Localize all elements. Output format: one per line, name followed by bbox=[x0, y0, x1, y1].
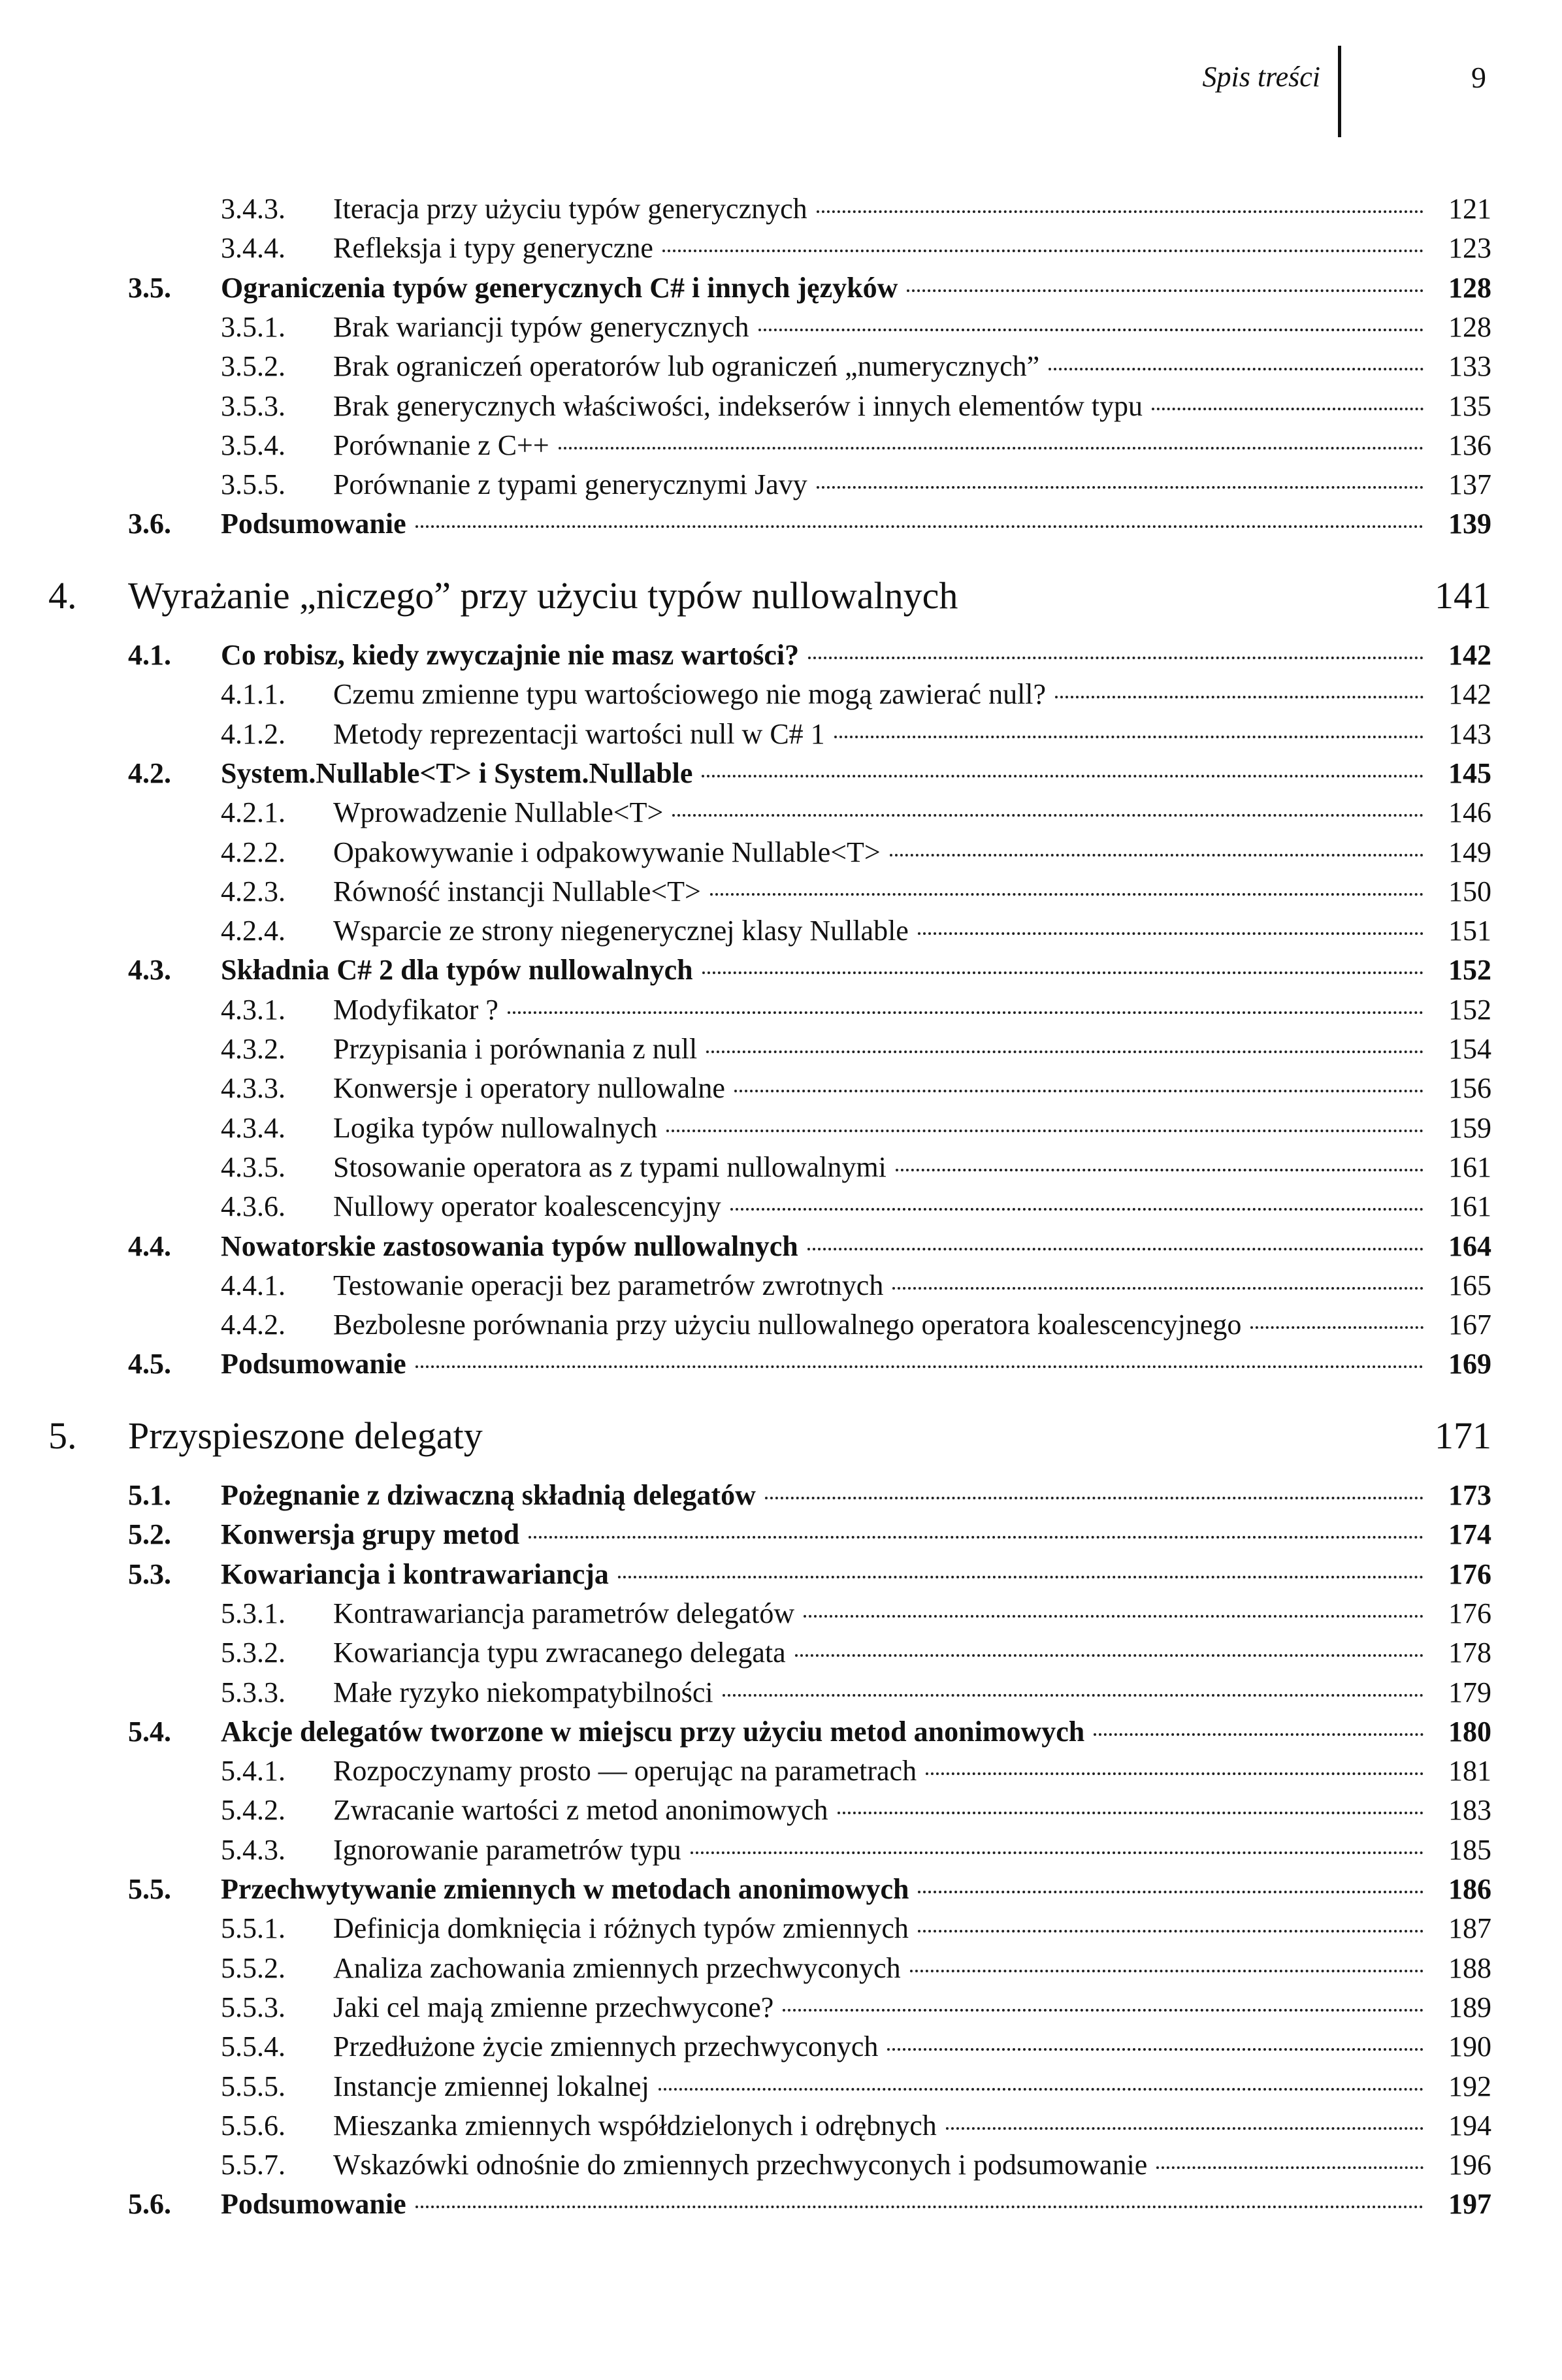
toc-number: 5.1. bbox=[128, 1479, 171, 1511]
toc-page-number: 179 bbox=[1448, 1676, 1491, 1708]
toc-section-entry bbox=[128, 1232, 1491, 1261]
toc-section-entry bbox=[128, 1350, 1491, 1378]
toc-page-number: 137 bbox=[1448, 468, 1491, 501]
toc-title: Rozpoczynamy prosto — operując na parametrach bbox=[333, 1755, 917, 1787]
toc-subsection-entry bbox=[221, 352, 1491, 381]
toc-subsection-entry bbox=[221, 1796, 1491, 1825]
toc-title: Co robisz, kiedy zwyczajnie nie masz wartości? bbox=[221, 639, 800, 671]
toc-page-number: 141 bbox=[1435, 574, 1491, 617]
toc-number: 3.5.1. bbox=[221, 310, 285, 343]
dot-leader bbox=[691, 1851, 1424, 1854]
running-title: Spis treści bbox=[1202, 61, 1320, 93]
toc-subsection-entry bbox=[221, 680, 1491, 709]
toc-number: 4.3.4. bbox=[221, 1111, 285, 1144]
toc-page-number: 165 bbox=[1448, 1269, 1491, 1301]
toc-page-number: 161 bbox=[1448, 1150, 1491, 1183]
toc-subsection-entry bbox=[221, 1833, 1491, 1866]
toc-page-number: 133 bbox=[1448, 350, 1491, 383]
dot-leader bbox=[1094, 1733, 1424, 1736]
toc-section-entry bbox=[128, 956, 1491, 985]
toc-page-number: 185 bbox=[1448, 1833, 1491, 1866]
toc-page-number: 173 bbox=[1448, 1479, 1491, 1511]
toc-subsection-entry bbox=[221, 838, 1491, 867]
toc-section-entry bbox=[128, 641, 1491, 670]
toc-number: 5.5.2. bbox=[221, 1951, 285, 1984]
toc-page-number: 196 bbox=[1448, 2149, 1491, 2181]
toc-title: Modyfikator ? bbox=[333, 993, 498, 1026]
toc-page-number: 197 bbox=[1448, 2188, 1491, 2221]
toc-title: Definicja domknięcia i różnych typów zmiennych bbox=[333, 1912, 909, 1945]
toc-number: 5.4. bbox=[128, 1715, 171, 1748]
toc-page-number: 183 bbox=[1448, 1794, 1491, 1827]
toc-title: Ignorowanie parametrów typu bbox=[333, 1833, 681, 1866]
toc-title: Przechwytywanie zmiennych w metodach anonimowych bbox=[221, 1873, 909, 1905]
toc-title: Iteracja przy użyciu typów generycznych bbox=[333, 193, 807, 225]
toc-number: 3.5. bbox=[128, 271, 171, 304]
toc-subsection-entry bbox=[221, 1035, 1491, 1064]
header-divider bbox=[1338, 46, 1341, 137]
toc-title: Porównanie z typami generycznymi Javy bbox=[333, 468, 807, 501]
toc-page-number: 181 bbox=[1448, 1755, 1491, 1787]
toc-page-number: 128 bbox=[1448, 271, 1491, 304]
toc-title: Konwersja grupy metod bbox=[221, 1518, 520, 1551]
dot-leader bbox=[666, 1130, 1424, 1132]
toc-page-number: 152 bbox=[1448, 993, 1491, 1026]
toc-page-number: 128 bbox=[1448, 310, 1491, 343]
toc-title: Wyrażanie „niczego” przy użyciu typów nullowalnych bbox=[128, 574, 958, 617]
toc-page-number: 164 bbox=[1448, 1230, 1491, 1262]
toc-subsection-entry bbox=[221, 470, 1491, 499]
toc-page-number: 169 bbox=[1448, 1348, 1491, 1380]
toc-section-entry bbox=[128, 1875, 1491, 1904]
toc-page-number: 190 bbox=[1448, 2030, 1491, 2063]
toc-page-number: 142 bbox=[1448, 639, 1491, 671]
toc-number: 5.2. bbox=[128, 1518, 171, 1551]
toc-number: 5.4.1. bbox=[221, 1755, 285, 1787]
toc-page-number: 188 bbox=[1448, 1951, 1491, 1984]
toc-page-number: 142 bbox=[1448, 678, 1491, 711]
toc-number: 4. bbox=[48, 574, 77, 617]
toc-subsection-entry bbox=[221, 1074, 1491, 1103]
toc-title: Pożegnanie z dziwaczną składnią delegatów bbox=[221, 1479, 756, 1511]
dot-leader bbox=[892, 1287, 1424, 1290]
dot-leader bbox=[1156, 2166, 1424, 2169]
toc-page-number: 143 bbox=[1448, 717, 1491, 750]
toc-number: 4.3.6. bbox=[221, 1190, 285, 1223]
toc-number: 5.5.1. bbox=[221, 1912, 285, 1945]
toc-page-number: 146 bbox=[1448, 796, 1491, 829]
toc-subsection-entry bbox=[221, 1757, 1491, 1785]
toc-title: Akcje delegatów tworzone w miejscu przy użyciu metod anonimowych bbox=[221, 1715, 1085, 1748]
dot-leader bbox=[926, 1772, 1424, 1775]
dot-leader bbox=[672, 814, 1424, 817]
toc-number: 5.4.2. bbox=[221, 1794, 285, 1827]
toc-page-number: 150 bbox=[1448, 875, 1491, 907]
dot-leader bbox=[838, 1812, 1424, 1814]
dot-leader bbox=[1049, 368, 1424, 370]
toc-title: Nowatorskie zastosowania typów nullowalnych bbox=[221, 1230, 798, 1262]
page-number: 9 bbox=[1471, 61, 1486, 94]
toc-title: Zwracanie wartości z metod anonimowych bbox=[333, 1794, 828, 1827]
toc-title: Czemu zmienne typu wartościowego nie mogą zawierać null? bbox=[333, 678, 1047, 711]
dot-leader bbox=[706, 1051, 1424, 1053]
dot-leader bbox=[702, 971, 1424, 974]
toc-title: Składnia C# 2 dla typów nullowalnych bbox=[221, 954, 693, 986]
toc-number: 5.5. bbox=[128, 1873, 171, 1905]
toc-subsection-entry bbox=[221, 917, 1491, 945]
toc-subsection-entry bbox=[221, 2032, 1491, 2061]
toc-number: 4.4. bbox=[128, 1230, 171, 1262]
toc-number: 5.3.3. bbox=[221, 1676, 285, 1708]
toc-title: Wsparcie ze strony niegenerycznej klasy Nullable bbox=[333, 915, 909, 947]
toc-subsection-entry bbox=[221, 1111, 1491, 1144]
toc-title: Refleksja i typy generyczne bbox=[333, 232, 653, 265]
toc-title: Podsumowanie bbox=[221, 2188, 406, 2221]
toc-title: Metody reprezentacji wartości null w C# 1 bbox=[333, 717, 825, 750]
toc-section-entry bbox=[128, 510, 1491, 538]
dot-leader bbox=[918, 932, 1424, 935]
toc-page-number: 159 bbox=[1448, 1111, 1491, 1144]
dot-leader bbox=[1250, 1326, 1424, 1329]
toc-number: 4.3.5. bbox=[221, 1150, 285, 1183]
toc-subsection-entry bbox=[221, 2072, 1491, 2101]
dot-leader bbox=[834, 736, 1424, 738]
toc-title: Konwersje i operatory nullowalne bbox=[333, 1072, 725, 1105]
toc-number: 5.5.7. bbox=[221, 2149, 285, 2181]
toc-title: Podsumowanie bbox=[221, 1348, 406, 1380]
toc-page-number: 154 bbox=[1448, 1033, 1491, 1065]
toc-title: Wskazówki odnośnie do zmiennych przechwyconych i podsumowanie bbox=[333, 2149, 1148, 2181]
toc-section-entry bbox=[128, 2190, 1491, 2219]
toc-number: 4.1.2. bbox=[221, 717, 285, 750]
toc-subsection-entry bbox=[221, 389, 1491, 422]
toc-number: 3.4.4. bbox=[221, 232, 285, 265]
toc-number: 4.2.2. bbox=[221, 836, 285, 868]
dot-leader bbox=[910, 1970, 1424, 1972]
toc-section-entry bbox=[128, 759, 1491, 788]
toc-page-number: 192 bbox=[1448, 2070, 1491, 2102]
toc-title: Przedłużone życie zmiennych przechwyconych bbox=[333, 2030, 879, 2063]
toc-number: 5.4.3. bbox=[221, 1833, 285, 1866]
chapter-heading bbox=[0, 574, 1491, 623]
toc-subsection-entry bbox=[221, 1150, 1491, 1183]
toc-title: Mieszanka zmiennych współdzielonych i odrębnych bbox=[333, 2109, 937, 2142]
toc-page-number: 178 bbox=[1448, 1637, 1491, 1669]
toc-number: 4.3.1. bbox=[221, 993, 285, 1026]
toc-number: 4.5. bbox=[128, 1348, 171, 1380]
toc-subsection-entry bbox=[221, 1678, 1491, 1707]
toc-page-number: 152 bbox=[1448, 954, 1491, 986]
toc-number: 4.3. bbox=[128, 954, 171, 986]
toc-page-number: 136 bbox=[1448, 429, 1491, 461]
toc-title: Kowariancja typu zwracanego delegata bbox=[333, 1637, 786, 1669]
toc-page-number: 176 bbox=[1448, 1597, 1491, 1629]
toc-subsection-entry bbox=[221, 1638, 1491, 1667]
toc-subsection-entry bbox=[221, 1271, 1491, 1300]
toc-number: 4.1. bbox=[128, 639, 171, 671]
dot-leader bbox=[559, 447, 1424, 449]
toc-title: Porównanie z C++ bbox=[333, 429, 549, 461]
dot-leader bbox=[659, 2088, 1424, 2091]
dot-leader bbox=[887, 2048, 1424, 2051]
dot-leader bbox=[415, 525, 1424, 528]
toc-title: Brak generycznych właściwości, indekserów i innych elementów typu bbox=[333, 389, 1143, 422]
toc-title: Kontrawariancja parametrów delegatów bbox=[333, 1597, 795, 1629]
toc-subsection-entry bbox=[221, 993, 1491, 1026]
dot-leader bbox=[730, 1208, 1424, 1211]
toc-subsection-entry bbox=[221, 2151, 1491, 2179]
toc-page-number: 145 bbox=[1448, 757, 1491, 789]
toc-number: 4.3.3. bbox=[221, 1072, 285, 1105]
toc-title: Kowariancja i kontrawariancja bbox=[221, 1557, 609, 1590]
toc-number: 5.3.2. bbox=[221, 1637, 285, 1669]
toc-subsection-entry bbox=[221, 2111, 1491, 2140]
dot-leader bbox=[808, 657, 1424, 659]
toc-subsection-entry bbox=[221, 310, 1491, 343]
toc-title: Przypisania i porównania z null bbox=[333, 1033, 698, 1065]
toc-page-number: 174 bbox=[1448, 1518, 1491, 1551]
toc-subsection-entry bbox=[221, 798, 1491, 827]
toc-number: 3.5.3. bbox=[221, 389, 285, 422]
toc-number: 3.6. bbox=[128, 508, 171, 540]
dot-leader bbox=[804, 1615, 1424, 1618]
toc-subsection-entry bbox=[221, 431, 1491, 460]
toc-page-number: 151 bbox=[1448, 915, 1491, 947]
toc-number: 4.2. bbox=[128, 757, 171, 789]
toc-number: 5.3.1. bbox=[221, 1597, 285, 1629]
toc-title: Stosowanie operatora as z typami nullowalnymi bbox=[333, 1150, 887, 1183]
toc-number: 5.6. bbox=[128, 2188, 171, 2221]
toc-page-number: 187 bbox=[1448, 1912, 1491, 1945]
toc-page-number: 161 bbox=[1448, 1190, 1491, 1223]
dot-leader bbox=[817, 210, 1424, 213]
toc-page-number: 171 bbox=[1435, 1414, 1491, 1457]
toc-number: 4.2.3. bbox=[221, 875, 285, 907]
dot-leader bbox=[918, 1891, 1424, 1893]
toc-subsection-entry bbox=[221, 1192, 1491, 1221]
toc-title: Wprowadzenie Nullable<T> bbox=[333, 796, 664, 829]
dot-leader bbox=[896, 1169, 1424, 1171]
dot-leader bbox=[817, 486, 1424, 489]
toc-subsection-entry bbox=[221, 1993, 1491, 2022]
dot-leader bbox=[710, 893, 1424, 896]
toc-number: 4.1.1. bbox=[221, 678, 285, 711]
page-header bbox=[0, 46, 1562, 137]
toc-number: 4.3.2. bbox=[221, 1033, 285, 1065]
toc-page-number: 180 bbox=[1448, 1715, 1491, 1748]
toc-subsection-entry bbox=[221, 1951, 1491, 1984]
dot-leader bbox=[702, 775, 1424, 777]
toc-page-number: 194 bbox=[1448, 2109, 1491, 2142]
dot-leader bbox=[765, 1497, 1424, 1499]
toc-number: 5. bbox=[48, 1414, 77, 1457]
toc-number: 4.4.2. bbox=[221, 1309, 285, 1341]
toc-number: 5.5.3. bbox=[221, 1991, 285, 2023]
toc-subsection-entry bbox=[221, 1311, 1491, 1339]
toc-section-entry bbox=[128, 1520, 1491, 1549]
toc-title: Opakowywanie i odpakowywanie Nullable<T> bbox=[333, 836, 881, 868]
toc-title: Podsumowanie bbox=[221, 508, 406, 540]
toc-title: Nullowy operator koalescencyjny bbox=[333, 1190, 721, 1223]
toc-subsection-entry bbox=[221, 877, 1491, 906]
dot-leader bbox=[618, 1576, 1424, 1578]
toc-subsection-entry bbox=[221, 717, 1491, 750]
toc-page-number: 186 bbox=[1448, 1873, 1491, 1905]
toc-number: 3.5.4. bbox=[221, 429, 285, 461]
dot-leader bbox=[758, 329, 1424, 331]
toc-title: Małe ryzyko niekompatybilności bbox=[333, 1676, 713, 1708]
toc-page-number: 149 bbox=[1448, 836, 1491, 868]
dot-leader bbox=[1055, 696, 1424, 698]
toc-number: 5.3. bbox=[128, 1557, 171, 1590]
toc-title: Bezbolesne porównania przy użyciu nullowalnego operatora koalescencyjnego bbox=[333, 1309, 1242, 1341]
toc-number: 4.4.1. bbox=[221, 1269, 285, 1301]
toc-section-entry bbox=[128, 1557, 1491, 1590]
toc-title: Instancje zmiennej lokalnej bbox=[333, 2070, 649, 2102]
toc-title: System.Nullable<T> i System.Nullable bbox=[221, 757, 693, 789]
dot-leader bbox=[415, 2206, 1424, 2208]
toc-section-entry bbox=[128, 1481, 1491, 1510]
toc-page-number: 139 bbox=[1448, 508, 1491, 540]
toc-number: 3.5.2. bbox=[221, 350, 285, 383]
dot-leader bbox=[662, 250, 1424, 252]
dot-leader bbox=[723, 1694, 1424, 1697]
dot-leader bbox=[529, 1536, 1424, 1539]
dot-leader bbox=[907, 289, 1424, 292]
toc-title: Analiza zachowania zmiennych przechwyconych bbox=[333, 1951, 901, 1984]
toc-subsection-entry bbox=[221, 1599, 1491, 1628]
toc-title: Przyspieszone delegaty bbox=[128, 1414, 483, 1457]
toc-number: 5.5.6. bbox=[221, 2109, 285, 2142]
toc-number: 5.5.5. bbox=[221, 2070, 285, 2102]
toc-page-number: 176 bbox=[1448, 1557, 1491, 1590]
dot-leader bbox=[890, 854, 1424, 856]
toc-title: Ograniczenia typów generycznych C# i innych języków bbox=[221, 271, 898, 304]
toc-title: Równość instancji Nullable<T> bbox=[333, 875, 701, 907]
dot-leader bbox=[734, 1090, 1424, 1092]
dot-leader bbox=[508, 1011, 1424, 1014]
toc-subsection-entry bbox=[221, 1914, 1491, 1943]
dot-leader bbox=[415, 1365, 1424, 1368]
chapter-heading bbox=[0, 1414, 1491, 1463]
toc-page-number: 189 bbox=[1448, 1991, 1491, 2023]
toc-number: 5.5.4. bbox=[221, 2030, 285, 2063]
dot-leader bbox=[946, 2127, 1424, 2130]
toc-subsection-entry bbox=[221, 234, 1491, 263]
toc-number: 4.2.4. bbox=[221, 915, 285, 947]
toc-title: Jaki cel mają zmienne przechwycone? bbox=[333, 1991, 774, 2023]
dot-leader bbox=[783, 2009, 1424, 2012]
toc-section-entry bbox=[128, 271, 1491, 304]
toc-title: Testowanie operacji bez parametrów zwrotnych bbox=[333, 1269, 884, 1301]
dot-leader bbox=[918, 1930, 1424, 1932]
toc-page-number: 156 bbox=[1448, 1072, 1491, 1105]
dot-leader bbox=[807, 1248, 1424, 1250]
toc-page-number: 121 bbox=[1448, 193, 1491, 225]
toc-title: Brak ograniczeń operatorów lub ograniczeń „numerycznych” bbox=[333, 350, 1040, 383]
dot-leader bbox=[795, 1654, 1424, 1657]
toc-page-number: 167 bbox=[1448, 1309, 1491, 1341]
toc-number: 4.2.1. bbox=[221, 796, 285, 829]
toc-page-number: 135 bbox=[1448, 389, 1491, 422]
toc-number: 3.5.5. bbox=[221, 468, 285, 501]
toc-number: 3.4.3. bbox=[221, 193, 285, 225]
toc-section-entry bbox=[128, 1715, 1491, 1748]
toc-title: Logika typów nullowalnych bbox=[333, 1111, 658, 1144]
toc-subsection-entry bbox=[221, 195, 1491, 223]
toc-page-number: 123 bbox=[1448, 232, 1491, 265]
dot-leader bbox=[1152, 408, 1424, 410]
toc-title: Brak wariancji typów generycznych bbox=[333, 310, 749, 343]
